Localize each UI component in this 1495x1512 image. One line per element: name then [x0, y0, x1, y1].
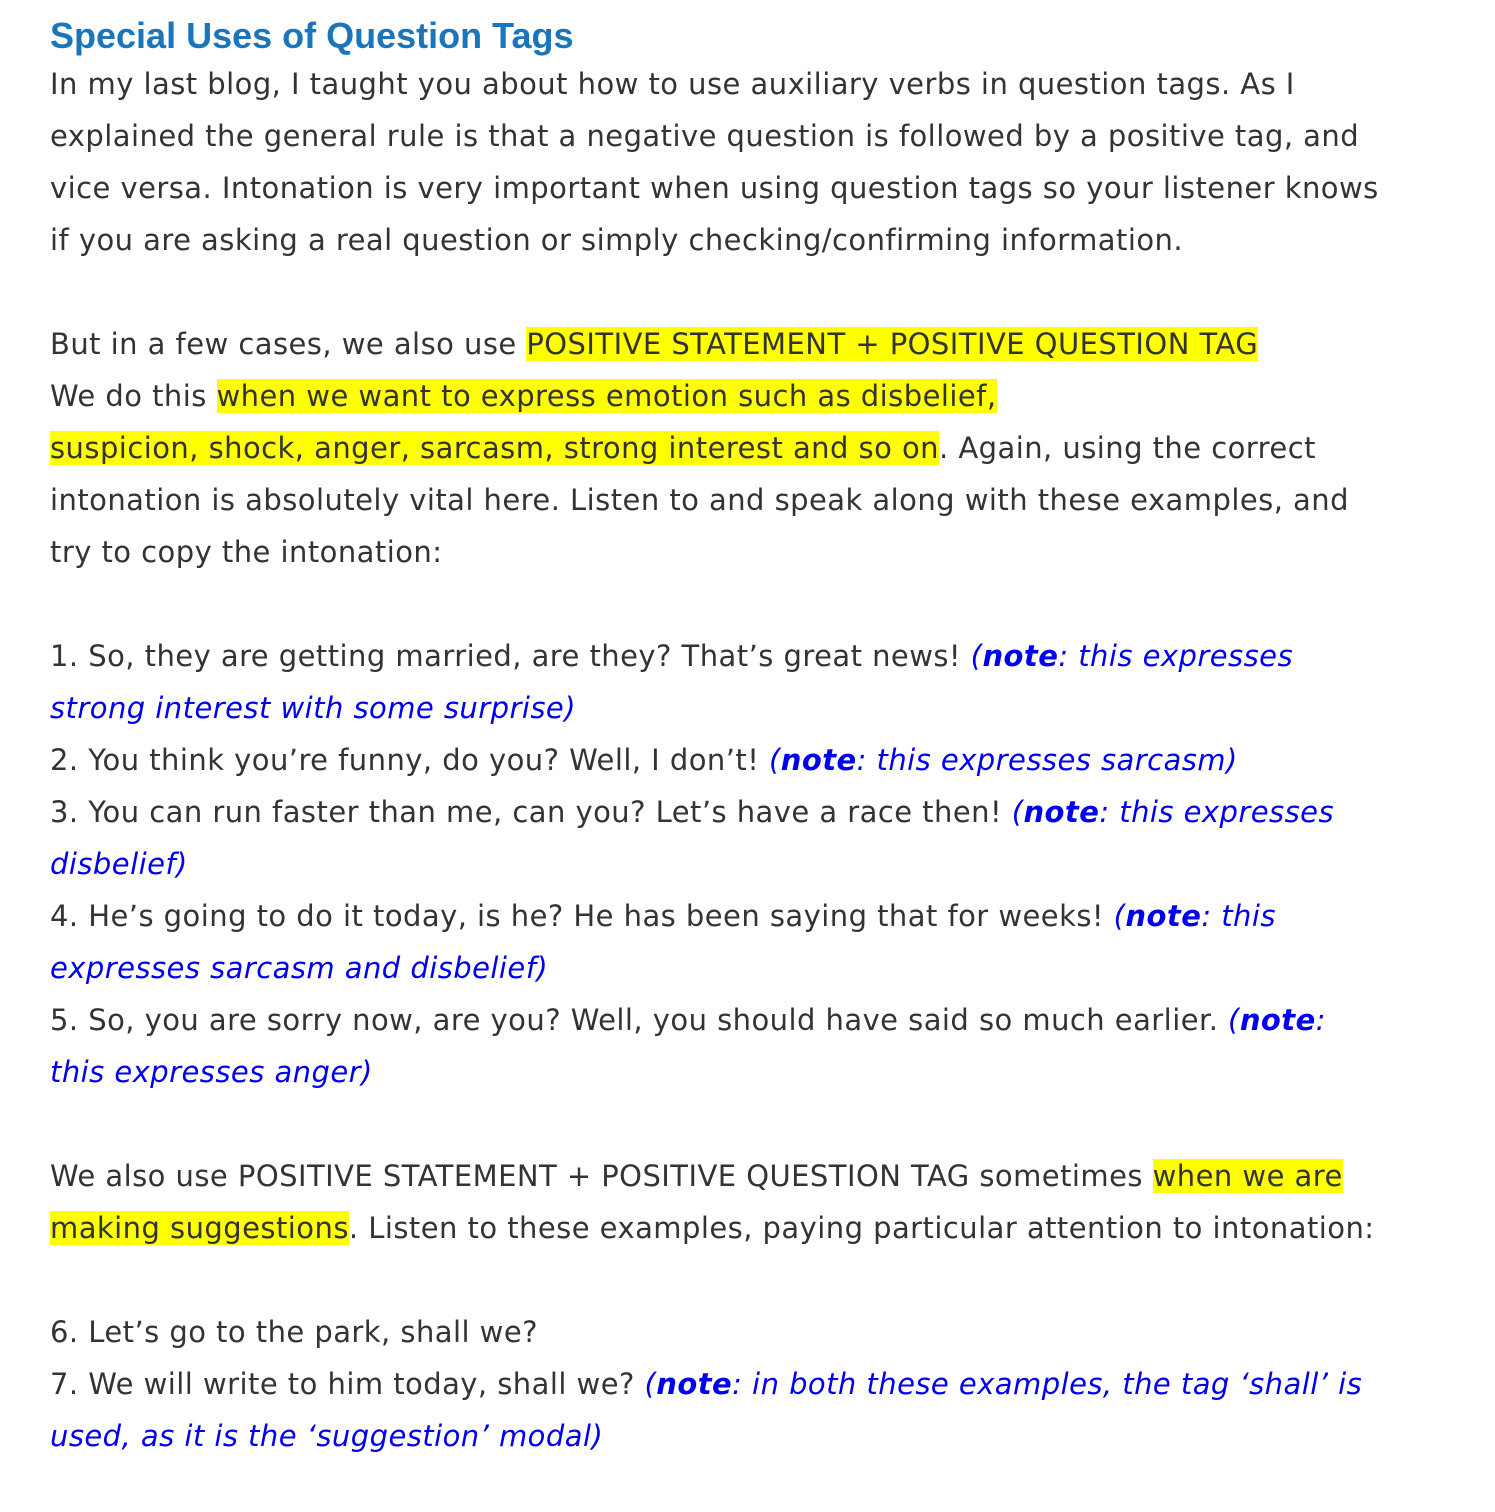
spacer: [50, 1254, 1490, 1306]
suggestions-paragraph: [50, 1150, 1490, 1254]
examples-list: [50, 630, 1490, 1098]
list-item: [50, 786, 1490, 838]
note-text: :: [1315, 1003, 1326, 1037]
list-item: [50, 1358, 1490, 1410]
example-text: 3. You can run faster than me, can you? Let’s have a race then!: [50, 795, 1012, 829]
note-label: note: [1239, 1003, 1316, 1037]
intro-line: vice versa. Intonation is very important when using question tags so your listener knows: [50, 171, 1379, 205]
note-continuation: expresses sarcasm and disbelief): [50, 951, 549, 985]
list-item: [50, 994, 1490, 1046]
example-text: 4. He’s going to do it today, is he? He has been saying that for weeks!: [50, 899, 1114, 933]
note-continuation: disbelief): [50, 847, 188, 881]
note-continuation: this expresses anger): [50, 1055, 373, 1089]
list-item: 6. Let’s go to the park, shall we?: [50, 1315, 538, 1349]
text: But in a few cases, we also use: [50, 327, 527, 361]
article-title: Special Uses of Question Tags: [50, 15, 574, 56]
paragraph-line: [50, 370, 1490, 422]
note-paren: (: [1113, 899, 1126, 933]
note: [769, 743, 1238, 777]
note: [1012, 795, 1334, 829]
emotion-paragraph: [50, 318, 1490, 578]
note-paren: (: [644, 1367, 657, 1401]
intro-line: In my last blog, I taught you about how to use auxiliary verbs in question tags. As I: [50, 67, 1295, 101]
example-text: 2. You think you’re funny, do you? Well, I don’t!: [50, 743, 769, 777]
note-label: note: [656, 1367, 733, 1401]
spacer: [50, 266, 1490, 318]
note-text: : in both these examples, the tag ‘shall’ is: [732, 1367, 1363, 1401]
note: [1114, 899, 1276, 933]
intro-line: explained the general rule is that a negative question is followed by a positive tag, and: [50, 119, 1360, 153]
note: [645, 1367, 1363, 1401]
note-text: : this expresses sarcasm): [856, 743, 1238, 777]
highlight: when we want to express emotion such as disbelief,: [216, 379, 997, 413]
spacer: [50, 578, 1490, 630]
note-paren: (: [768, 743, 781, 777]
note: [1228, 1003, 1326, 1037]
list-item: [50, 890, 1490, 942]
highlight: suspicion, shock, anger, sarcasm, strong interest and so on: [50, 431, 939, 465]
list-item: [50, 630, 1490, 682]
note-label: note: [1125, 899, 1202, 933]
highlight: when we are: [1152, 1159, 1343, 1193]
paragraph-line: intonation is absolutely vital here. Listen to and speak along with these examples, and: [50, 483, 1349, 517]
note-text: : this expresses: [1058, 639, 1294, 673]
article: [50, 14, 1490, 1462]
note-label: note: [982, 639, 1059, 673]
note-continuation: used, as it is the ‘suggestion’ modal): [50, 1419, 604, 1453]
note-text: : this expresses: [1099, 795, 1335, 829]
text: . Listen to these examples, paying particular attention to intonation:: [348, 1211, 1375, 1245]
text: . Again, using the correct: [938, 431, 1316, 465]
note-paren: (: [1228, 1003, 1240, 1037]
note-label: note: [1023, 795, 1100, 829]
highlight: making suggestions: [50, 1211, 349, 1245]
paragraph-line: [50, 422, 1490, 474]
note-paren: (: [970, 639, 983, 673]
note-continuation: strong interest with some surprise): [50, 691, 576, 725]
spacer: [50, 1098, 1490, 1150]
example-text: 5. So, you are sorry now, are you? Well, you should have said so much earlier.: [50, 1003, 1229, 1037]
note-label: note: [780, 743, 857, 777]
text: We do this: [50, 379, 217, 413]
note: [971, 639, 1293, 673]
highlight: POSITIVE STATEMENT + POSITIVE QUESTION TAG: [526, 327, 1259, 361]
intro-paragraph: [50, 58, 1490, 266]
intro-line: if you are asking a real question or simply checking/confirming information.: [50, 223, 1184, 257]
example-text: 1. So, they are getting married, are they? That’s great news!: [50, 639, 971, 673]
note-text: : this: [1201, 899, 1276, 933]
list-item: [50, 734, 1490, 786]
example-text: 7. We will write to him today, shall we?: [50, 1367, 645, 1401]
text: We also use POSITIVE STATEMENT + POSITIVE QUESTION TAG sometimes: [50, 1159, 1153, 1193]
paragraph-line: [50, 1150, 1490, 1202]
examples-list-2: [50, 1306, 1490, 1462]
paragraph-line: [50, 318, 1490, 370]
note-paren: (: [1011, 795, 1024, 829]
paragraph-line: try to copy the intonation:: [50, 535, 443, 569]
paragraph-line: [50, 1202, 1490, 1254]
